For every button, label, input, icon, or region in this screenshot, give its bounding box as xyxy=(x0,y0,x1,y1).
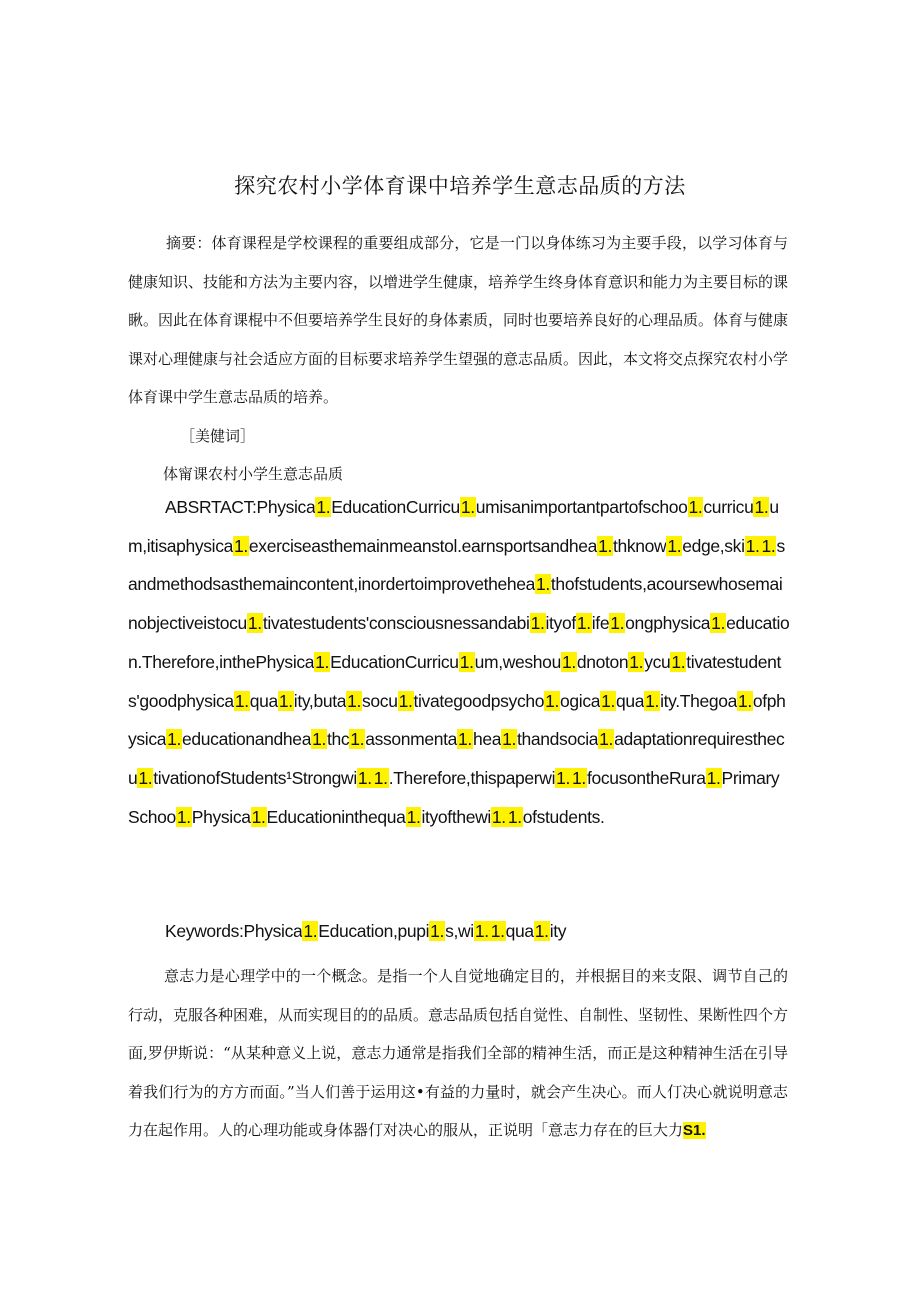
highlight-mark: 1. xyxy=(234,690,249,711)
document-title: 探究农村小学体育课中培养学生意志品质的方法 xyxy=(234,174,686,198)
highlight-mark: 1. xyxy=(629,651,644,672)
highlight-mark: 1. xyxy=(572,767,586,788)
highlight-mark: 1. xyxy=(398,690,413,711)
highlight-mark: 1. xyxy=(545,690,560,711)
highlight-mark: 1. xyxy=(536,574,550,595)
highlight-mark: 1. xyxy=(316,497,331,517)
highlight-mark: 1. xyxy=(598,535,612,556)
highlight-mark: 1. xyxy=(599,729,614,750)
body-text: 意志力是心理学中的一个概念。是指一个人自觉地确定目的，并根据目的来支限、调节自己的行动，克服各种困难，从而实现目的的品质。意志品质包括自觉性、自制性、坚韧性、果断性四个方面,罗伊斯说：“从某种意义上说，意志力通常是指我们全部的精神生活，而正是这种精神生活在引导着我们行为的方方而面。”当人们善于运用这•有益的力量时，就会产生决心。而人仃决心就说明意志力在起作用。人的心理功能或身体器仃对决心的服从，正说明「意志力存在的巨大力 xyxy=(128,967,789,1139)
highlight-mark: 1. xyxy=(534,921,549,941)
highlight-mark: 1. xyxy=(561,651,576,672)
highlight-mark: 1. xyxy=(761,535,776,556)
highlight-mark: 1. xyxy=(556,767,571,788)
highlight-mark: 1. xyxy=(247,613,262,634)
highlight-mark: 1. xyxy=(460,497,475,517)
highlight-mark: 1. xyxy=(303,921,318,941)
highlight-mark: 1. xyxy=(347,690,362,711)
highlight-mark: 1. xyxy=(502,729,516,750)
highlight-mark: 1. xyxy=(610,613,625,634)
highlight-mark: 1. xyxy=(507,806,522,827)
highlight-mark: 1. xyxy=(601,690,616,711)
highlight-mark: 1. xyxy=(711,613,726,634)
keywords-heading: ［美健词］ xyxy=(180,427,256,445)
highlight-mark: 1. xyxy=(688,497,703,517)
highlight-mark: 1. xyxy=(373,767,388,788)
highlight-mark: 1. xyxy=(458,729,472,750)
highlight-mark: 1. xyxy=(357,767,372,788)
highlight-mark: 1. xyxy=(167,729,182,750)
keywords-english: Keywords:Physica1.Education,pupi1.s,wi1. 1.qua1.ity xyxy=(165,921,567,941)
highlight-mark: 1. xyxy=(278,690,293,711)
body-paragraph xyxy=(128,957,788,1151)
highlight-mark: 1. xyxy=(667,535,682,556)
highlight-mark: 1. xyxy=(459,651,474,672)
highlight-mark: 1. xyxy=(234,535,248,556)
highlight-mark: 1. xyxy=(406,806,421,827)
highlight-mark: 1. xyxy=(530,613,545,634)
highlight-mark: 1. xyxy=(576,613,591,634)
keywords-chinese: 体甯课农村小学生意志品质 xyxy=(163,465,344,483)
highlight-mark: 1. xyxy=(176,806,191,827)
abstract-chinese: 摘要：体育课程是学校课程的重要组成部分，它是一门以身体练习为主要手段，以学习体育与健康知识、技能和方法为主要内容，以增进学生健康，培养学生终身体育意识和能力为主要目标的课瞅。因此在体育课棍中不但要培养学生艮好的身体素质，同时也要培养良好的心理品质。体育与健康课对心理健康与社会适应方面的目标要求培养学生望强的意志品质。因此，本文将交点探究农村小学体育课中学生意志品质的培养。 xyxy=(128,234,789,406)
highlight-mark: 1. xyxy=(312,729,326,750)
highlight-mark: 1. xyxy=(490,921,505,941)
body-highlight-end: S1. xyxy=(683,1122,706,1139)
highlight-mark: 1. xyxy=(474,921,489,941)
highlight-mark: 1. xyxy=(138,767,153,788)
highlight-mark: 1. xyxy=(350,729,365,750)
highlight-mark: 1. xyxy=(491,806,506,827)
abstract-english: ABSRTACT:Physica1.EducationCurricu1.umisanimportantpartofschoo1.curricu1.um,itisaphysica1.exerciseasthemainmeanstol.earnsportsandhea1.thknow1.edge,ski1. 1.sandmethodsasthemaincontent,inordertoimprovethehea1.thofstudents,acoursewhosemainobjectiveistocu1.tivatestudents'consciousnessandabi1.ityof1.ife1.ongphysica1.education.Therefore,inthePhysica1.EducationCurricu1.um,weshou1.dnoton1.ycu1.tivatestudents'goodphysica1.qua1.ity,buta1.socu1.tivategoodpsycho1.ogica1.qua1.ity.Thegoa1.ofphysica1.educationandhea1.thc1.assonmenta1.hea1.thandsocia1.adaptationrequiresthecu1.tivationofStudents¹Strongwi1. 1..Therefore,thispaperwi1. 1.focusontheRura1.PrimarySchoo1.Physica1.Educationinthequa1.ityofthewi1. 1.ofstudents. xyxy=(128,497,790,827)
highlight-mark: 1. xyxy=(754,497,769,517)
highlight-mark: 1. xyxy=(430,921,445,941)
highlight-mark: 1. xyxy=(645,690,660,711)
highlight-mark: 1. xyxy=(745,535,760,556)
highlight-mark: 1. xyxy=(251,806,266,827)
highlight-mark: 1. xyxy=(738,690,752,711)
highlight-mark: 1. xyxy=(671,651,686,672)
highlight-mark: 1. xyxy=(315,651,330,672)
highlight-mark: 1. xyxy=(706,767,721,788)
